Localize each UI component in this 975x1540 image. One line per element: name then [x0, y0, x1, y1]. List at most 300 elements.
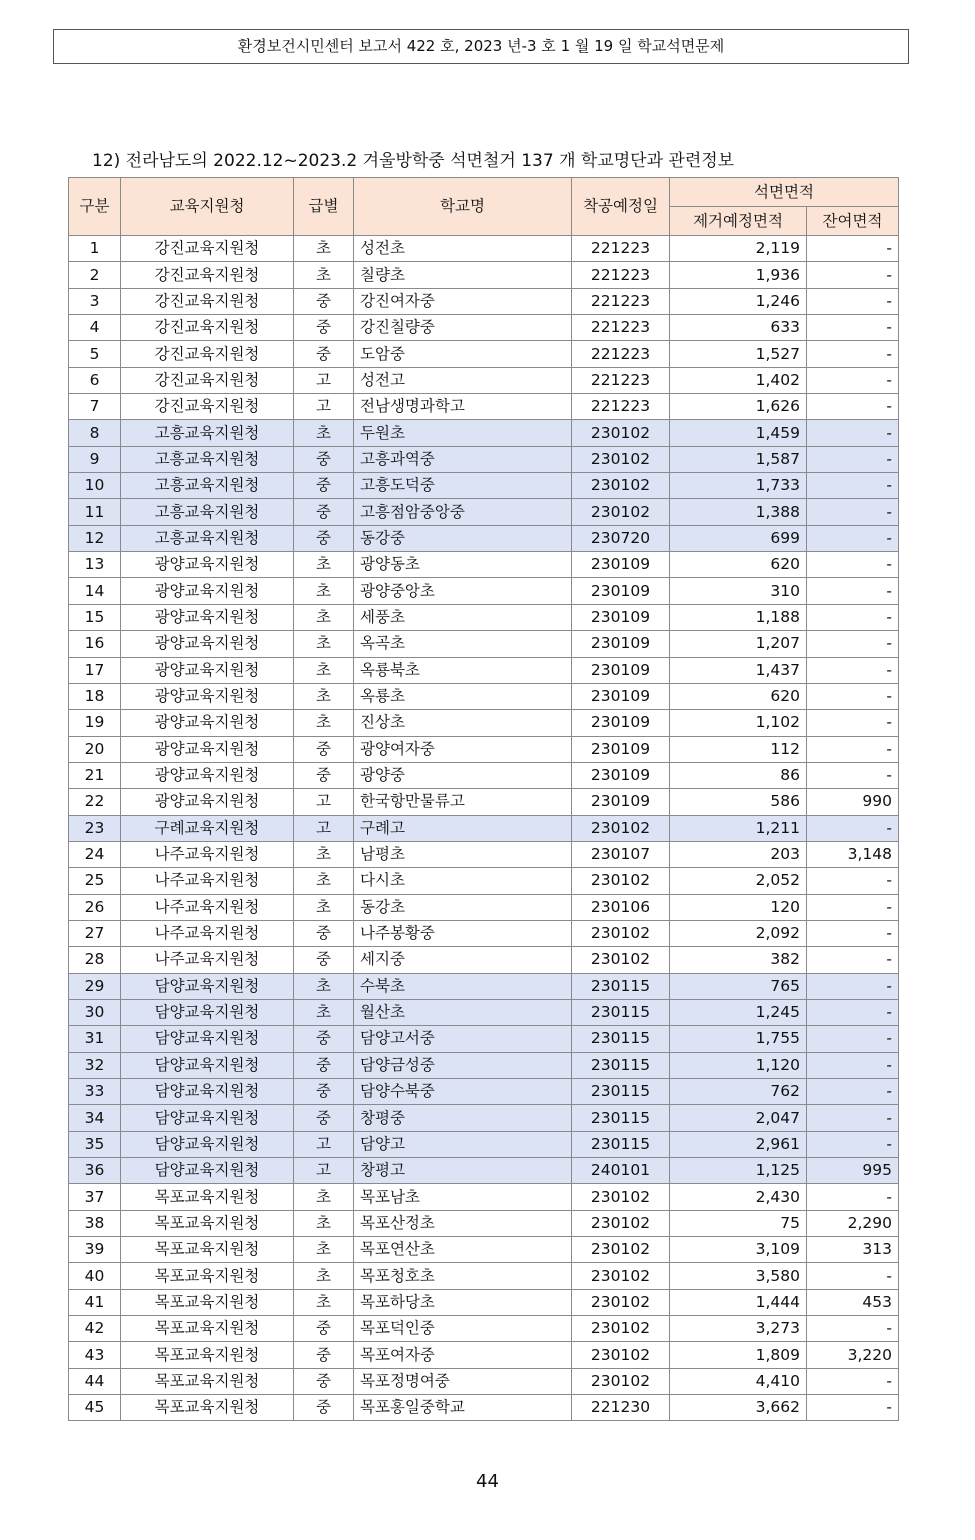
cell-school: 목포하당초 [354, 1289, 572, 1315]
cell-start-date: 221223 [572, 367, 670, 393]
cell-start-date: 230115 [572, 1105, 670, 1131]
table-row [69, 367, 899, 393]
cell-no: 38 [69, 1210, 121, 1236]
cell-no: 41 [69, 1289, 121, 1315]
table-row [69, 525, 899, 551]
cell-removal-area: 1,459 [670, 420, 807, 446]
cell-start-date: 230109 [572, 604, 670, 630]
table-row [69, 394, 899, 420]
cell-level: 초 [294, 894, 354, 920]
cell-removal-area: 1,527 [670, 341, 807, 367]
cell-office: 고흥교육지원청 [121, 499, 294, 525]
cell-office: 광양교육지원청 [121, 789, 294, 815]
cell-remaining-area: - [807, 631, 899, 657]
cell-remaining-area: 990 [807, 789, 899, 815]
cell-school: 세풍초 [354, 604, 572, 630]
header-school: 학교명 [354, 178, 572, 236]
cell-level: 초 [294, 631, 354, 657]
cell-start-date: 221230 [572, 1395, 670, 1421]
table-row [69, 1105, 899, 1131]
cell-removal-area: 86 [670, 762, 807, 788]
cell-start-date: 230109 [572, 736, 670, 762]
cell-school: 동강초 [354, 894, 572, 920]
cell-remaining-area: - [807, 499, 899, 525]
cell-school: 강진칠량중 [354, 315, 572, 341]
cell-removal-area: 3,580 [670, 1263, 807, 1289]
table-row [69, 947, 899, 973]
table-row [69, 1237, 899, 1263]
table-row [69, 631, 899, 657]
cell-level: 고 [294, 367, 354, 393]
cell-level: 고 [294, 1131, 354, 1157]
cell-remaining-area: - [807, 552, 899, 578]
cell-office: 광양교육지원청 [121, 683, 294, 709]
cell-start-date: 221223 [572, 394, 670, 420]
cell-removal-area: 112 [670, 736, 807, 762]
cell-removal-area: 1,120 [670, 1052, 807, 1078]
table-row [69, 789, 899, 815]
cell-remaining-area: - [807, 420, 899, 446]
cell-remaining-area: - [807, 999, 899, 1025]
cell-office: 나주교육지원청 [121, 841, 294, 867]
cell-office: 담양교육지원청 [121, 1052, 294, 1078]
cell-level: 중 [294, 762, 354, 788]
cell-no: 7 [69, 394, 121, 420]
cell-removal-area: 1,388 [670, 499, 807, 525]
cell-school: 목포여자중 [354, 1342, 572, 1368]
cell-start-date: 230102 [572, 1184, 670, 1210]
cell-removal-area: 1,809 [670, 1342, 807, 1368]
cell-start-date: 230102 [572, 1342, 670, 1368]
cell-level: 초 [294, 552, 354, 578]
cell-level: 초 [294, 578, 354, 604]
cell-removal-area: 1,402 [670, 367, 807, 393]
table-row [69, 1079, 899, 1105]
table-row [69, 657, 899, 683]
cell-level: 중 [294, 288, 354, 314]
cell-start-date: 230102 [572, 1368, 670, 1394]
cell-level: 초 [294, 657, 354, 683]
cell-no: 5 [69, 341, 121, 367]
table-row [69, 920, 899, 946]
cell-office: 강진교육지원청 [121, 236, 294, 262]
cell-remaining-area: 3,148 [807, 841, 899, 867]
cell-no: 31 [69, 1026, 121, 1052]
header-remaining-area: 잔여면적 [807, 207, 899, 236]
cell-start-date: 230720 [572, 525, 670, 551]
table-row [69, 868, 899, 894]
cell-office: 구례교육지원청 [121, 815, 294, 841]
cell-no: 8 [69, 420, 121, 446]
cell-school: 광양중앙초 [354, 578, 572, 604]
table-row [69, 1263, 899, 1289]
cell-level: 초 [294, 420, 354, 446]
cell-remaining-area: - [807, 1368, 899, 1394]
cell-no: 22 [69, 789, 121, 815]
cell-no: 33 [69, 1079, 121, 1105]
cell-no: 6 [69, 367, 121, 393]
cell-level: 중 [294, 1026, 354, 1052]
cell-office: 광양교육지원청 [121, 710, 294, 736]
header-no: 구분 [69, 178, 121, 236]
cell-office: 강진교육지원청 [121, 315, 294, 341]
cell-office: 광양교육지원청 [121, 657, 294, 683]
cell-office: 목포교육지원청 [121, 1342, 294, 1368]
cell-school: 월산초 [354, 999, 572, 1025]
cell-remaining-area: - [807, 604, 899, 630]
cell-office: 나주교육지원청 [121, 894, 294, 920]
table-row [69, 841, 899, 867]
cell-school: 담양금성중 [354, 1052, 572, 1078]
cell-remaining-area: - [807, 394, 899, 420]
cell-school: 목포남초 [354, 1184, 572, 1210]
cell-remaining-area: - [807, 288, 899, 314]
cell-remaining-area: - [807, 1105, 899, 1131]
cell-level: 초 [294, 236, 354, 262]
cell-office: 광양교육지원청 [121, 762, 294, 788]
cell-school: 옥룡북초 [354, 657, 572, 683]
cell-level: 중 [294, 499, 354, 525]
cell-level: 중 [294, 1105, 354, 1131]
cell-remaining-area: - [807, 657, 899, 683]
cell-start-date: 230107 [572, 841, 670, 867]
table-row [69, 815, 899, 841]
cell-start-date: 230102 [572, 1210, 670, 1236]
cell-removal-area: 3,109 [670, 1237, 807, 1263]
cell-school: 세지중 [354, 947, 572, 973]
cell-level: 초 [294, 604, 354, 630]
cell-remaining-area: - [807, 1131, 899, 1157]
table-row [69, 1316, 899, 1342]
cell-no: 21 [69, 762, 121, 788]
cell-remaining-area: - [807, 341, 899, 367]
cell-removal-area: 75 [670, 1210, 807, 1236]
cell-office: 고흥교육지원청 [121, 525, 294, 551]
cell-remaining-area: - [807, 367, 899, 393]
cell-remaining-area: - [807, 1026, 899, 1052]
cell-remaining-area: 995 [807, 1158, 899, 1184]
cell-start-date: 230102 [572, 815, 670, 841]
cell-office: 강진교육지원청 [121, 262, 294, 288]
cell-removal-area: 762 [670, 1079, 807, 1105]
header-office: 교육지원청 [121, 178, 294, 236]
cell-school: 구례고 [354, 815, 572, 841]
cell-removal-area: 1,211 [670, 815, 807, 841]
cell-school: 진상초 [354, 710, 572, 736]
cell-remaining-area: - [807, 762, 899, 788]
cell-removal-area: 3,662 [670, 1395, 807, 1421]
cell-office: 강진교육지원청 [121, 288, 294, 314]
cell-remaining-area: - [807, 236, 899, 262]
cell-school: 다시초 [354, 868, 572, 894]
cell-removal-area: 120 [670, 894, 807, 920]
cell-remaining-area: - [807, 1316, 899, 1342]
cell-removal-area: 1,444 [670, 1289, 807, 1315]
cell-start-date: 230115 [572, 1131, 670, 1157]
cell-start-date: 240101 [572, 1158, 670, 1184]
cell-office: 목포교육지원청 [121, 1237, 294, 1263]
cell-no: 35 [69, 1131, 121, 1157]
table-row [69, 578, 899, 604]
cell-level: 중 [294, 1052, 354, 1078]
cell-start-date: 230102 [572, 1316, 670, 1342]
cell-start-date: 230109 [572, 578, 670, 604]
cell-no: 32 [69, 1052, 121, 1078]
cell-level: 중 [294, 446, 354, 472]
cell-remaining-area: - [807, 947, 899, 973]
cell-level: 초 [294, 1289, 354, 1315]
cell-no: 15 [69, 604, 121, 630]
table-row [69, 1289, 899, 1315]
cell-level: 초 [294, 868, 354, 894]
cell-school: 목포홍일중학교 [354, 1395, 572, 1421]
cell-start-date: 230109 [572, 631, 670, 657]
cell-no: 40 [69, 1263, 121, 1289]
cell-no: 43 [69, 1342, 121, 1368]
cell-level: 초 [294, 973, 354, 999]
cell-remaining-area: - [807, 446, 899, 472]
cell-removal-area: 1,755 [670, 1026, 807, 1052]
cell-no: 36 [69, 1158, 121, 1184]
table-row [69, 499, 899, 525]
cell-no: 28 [69, 947, 121, 973]
cell-school: 광양동초 [354, 552, 572, 578]
cell-level: 초 [294, 999, 354, 1025]
cell-school: 광양중 [354, 762, 572, 788]
cell-remaining-area: - [807, 815, 899, 841]
cell-level: 중 [294, 1316, 354, 1342]
cell-removal-area: 203 [670, 841, 807, 867]
cell-level: 초 [294, 841, 354, 867]
cell-no: 42 [69, 1316, 121, 1342]
report-header: 환경보건시민센터 보고서 422 호, 2023 년-3 호 1 월 19 일 학교석면문제 [53, 29, 909, 64]
cell-office: 나주교육지원청 [121, 868, 294, 894]
cell-school: 동강중 [354, 525, 572, 551]
cell-office: 나주교육지원청 [121, 920, 294, 946]
cell-school: 옥룡초 [354, 683, 572, 709]
cell-level: 고 [294, 789, 354, 815]
cell-school: 강진여자중 [354, 288, 572, 314]
cell-no: 37 [69, 1184, 121, 1210]
cell-school: 수북초 [354, 973, 572, 999]
cell-remaining-area: 313 [807, 1237, 899, 1263]
cell-removal-area: 620 [670, 552, 807, 578]
header-removal-area: 제거예정면적 [670, 207, 807, 236]
cell-level: 중 [294, 1368, 354, 1394]
cell-level: 중 [294, 1342, 354, 1368]
cell-level: 초 [294, 683, 354, 709]
cell-no: 34 [69, 1105, 121, 1131]
cell-school: 담양고서중 [354, 1026, 572, 1052]
cell-start-date: 230109 [572, 710, 670, 736]
cell-remaining-area: - [807, 683, 899, 709]
cell-start-date: 230109 [572, 789, 670, 815]
cell-no: 29 [69, 973, 121, 999]
cell-no: 19 [69, 710, 121, 736]
cell-level: 중 [294, 341, 354, 367]
cell-start-date: 230102 [572, 473, 670, 499]
cell-remaining-area: - [807, 315, 899, 341]
cell-start-date: 230106 [572, 894, 670, 920]
cell-level: 고 [294, 815, 354, 841]
table-row [69, 236, 899, 262]
cell-level: 중 [294, 315, 354, 341]
cell-removal-area: 586 [670, 789, 807, 815]
header-level: 급별 [294, 178, 354, 236]
cell-no: 2 [69, 262, 121, 288]
cell-school: 목포연산초 [354, 1237, 572, 1263]
cell-no: 18 [69, 683, 121, 709]
cell-school: 고흥점암중앙중 [354, 499, 572, 525]
cell-removal-area: 1,102 [670, 710, 807, 736]
table-row [69, 446, 899, 472]
table-row [69, 710, 899, 736]
table-row [69, 1368, 899, 1394]
cell-level: 초 [294, 1184, 354, 1210]
cell-start-date: 230109 [572, 762, 670, 788]
cell-removal-area: 699 [670, 525, 807, 551]
cell-office: 강진교육지원청 [121, 394, 294, 420]
cell-start-date: 221223 [572, 288, 670, 314]
cell-office: 광양교육지원청 [121, 552, 294, 578]
cell-office: 고흥교육지원청 [121, 473, 294, 499]
cell-school: 한국항만물류고 [354, 789, 572, 815]
cell-removal-area: 633 [670, 315, 807, 341]
cell-school: 담양수북중 [354, 1079, 572, 1105]
cell-office: 광양교육지원청 [121, 631, 294, 657]
cell-remaining-area: 453 [807, 1289, 899, 1315]
cell-school: 고흥과역중 [354, 446, 572, 472]
cell-office: 담양교육지원청 [121, 1158, 294, 1184]
cell-start-date: 230102 [572, 1237, 670, 1263]
cell-office: 목포교육지원청 [121, 1263, 294, 1289]
cell-no: 9 [69, 446, 121, 472]
cell-removal-area: 1,188 [670, 604, 807, 630]
cell-no: 23 [69, 815, 121, 841]
table-row [69, 552, 899, 578]
cell-school: 성전초 [354, 236, 572, 262]
header-area-group: 석면면적 [670, 178, 899, 207]
cell-level: 초 [294, 1263, 354, 1289]
cell-level: 고 [294, 394, 354, 420]
cell-removal-area: 1,125 [670, 1158, 807, 1184]
cell-removal-area: 3,273 [670, 1316, 807, 1342]
cell-office: 담양교육지원청 [121, 1105, 294, 1131]
cell-school: 목포청호초 [354, 1263, 572, 1289]
cell-school: 도암중 [354, 341, 572, 367]
cell-removal-area: 2,047 [670, 1105, 807, 1131]
cell-no: 27 [69, 920, 121, 946]
cell-start-date: 221223 [572, 236, 670, 262]
cell-school: 칠량초 [354, 262, 572, 288]
cell-remaining-area: - [807, 1079, 899, 1105]
cell-school: 목포정명여중 [354, 1368, 572, 1394]
cell-level: 중 [294, 1079, 354, 1105]
cell-start-date: 221223 [572, 315, 670, 341]
cell-office: 담양교육지원청 [121, 999, 294, 1025]
cell-school: 고흥도덕중 [354, 473, 572, 499]
cell-level: 중 [294, 736, 354, 762]
table-row [69, 315, 899, 341]
cell-remaining-area: 3,220 [807, 1342, 899, 1368]
cell-removal-area: 382 [670, 947, 807, 973]
cell-removal-area: 1,246 [670, 288, 807, 314]
cell-school: 옥곡초 [354, 631, 572, 657]
table-row [69, 262, 899, 288]
cell-start-date: 230109 [572, 683, 670, 709]
table-row [69, 973, 899, 999]
table-row [69, 473, 899, 499]
cell-no: 45 [69, 1395, 121, 1421]
cell-office: 담양교육지원청 [121, 1131, 294, 1157]
cell-remaining-area: - [807, 973, 899, 999]
cell-remaining-area: - [807, 868, 899, 894]
cell-no: 30 [69, 999, 121, 1025]
cell-removal-area: 2,119 [670, 236, 807, 262]
cell-no: 3 [69, 288, 121, 314]
cell-start-date: 230115 [572, 1079, 670, 1105]
cell-office: 광양교육지원청 [121, 604, 294, 630]
cell-remaining-area: 2,290 [807, 1210, 899, 1236]
cell-no: 4 [69, 315, 121, 341]
table-row [69, 420, 899, 446]
cell-removal-area: 2,092 [670, 920, 807, 946]
table-row [69, 1026, 899, 1052]
cell-start-date: 230102 [572, 868, 670, 894]
section-title: 12) 전라남도의 2022.12~2023.2 겨울방학중 석면철거 137 개 학교명단과 관련정보 [92, 151, 735, 171]
cell-removal-area: 1,626 [670, 394, 807, 420]
cell-office: 나주교육지원청 [121, 947, 294, 973]
table-row [69, 894, 899, 920]
cell-removal-area: 1,245 [670, 999, 807, 1025]
cell-start-date: 230109 [572, 552, 670, 578]
cell-no: 16 [69, 631, 121, 657]
cell-remaining-area: - [807, 473, 899, 499]
cell-office: 담양교육지원청 [121, 1079, 294, 1105]
cell-remaining-area: - [807, 736, 899, 762]
cell-remaining-area: - [807, 578, 899, 604]
cell-office: 목포교육지원청 [121, 1184, 294, 1210]
cell-removal-area: 2,430 [670, 1184, 807, 1210]
cell-school: 목포산정초 [354, 1210, 572, 1236]
cell-removal-area: 1,437 [670, 657, 807, 683]
cell-start-date: 230115 [572, 973, 670, 999]
cell-no: 14 [69, 578, 121, 604]
table-row [69, 1184, 899, 1210]
cell-school: 담양고 [354, 1131, 572, 1157]
cell-removal-area: 1,587 [670, 446, 807, 472]
cell-level: 중 [294, 525, 354, 551]
cell-no: 17 [69, 657, 121, 683]
cell-office: 고흥교육지원청 [121, 446, 294, 472]
cell-level: 고 [294, 1158, 354, 1184]
table-row [69, 1052, 899, 1078]
cell-office: 목포교육지원청 [121, 1289, 294, 1315]
cell-office: 담양교육지원청 [121, 1026, 294, 1052]
cell-remaining-area: - [807, 920, 899, 946]
cell-level: 초 [294, 1237, 354, 1263]
cell-remaining-area: - [807, 894, 899, 920]
cell-removal-area: 310 [670, 578, 807, 604]
cell-start-date: 230102 [572, 446, 670, 472]
table-row [69, 341, 899, 367]
cell-start-date: 230115 [572, 1052, 670, 1078]
cell-school: 창평중 [354, 1105, 572, 1131]
table-row [69, 1158, 899, 1184]
school-asbestos-table [68, 177, 899, 1421]
cell-start-date: 230102 [572, 920, 670, 946]
cell-remaining-area: - [807, 1052, 899, 1078]
